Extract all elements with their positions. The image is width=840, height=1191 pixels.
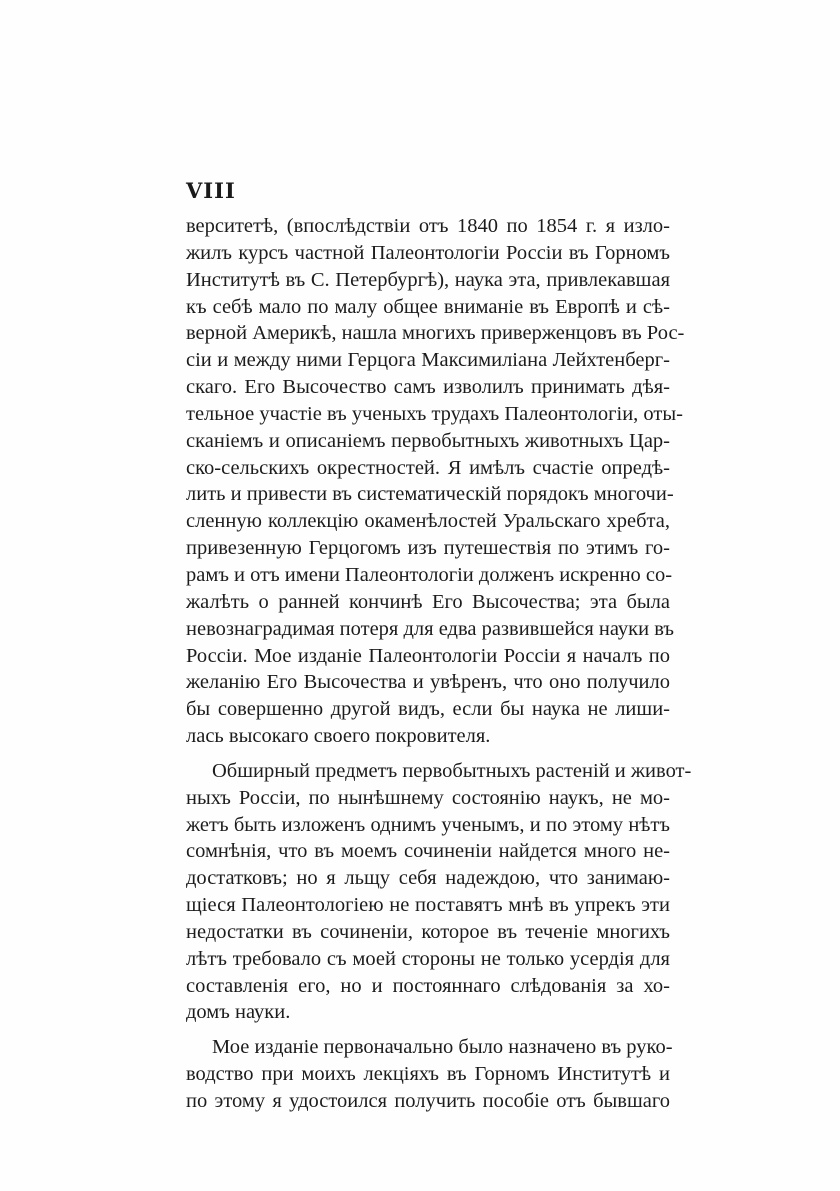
text-line: недостатки въ сочиненіи, которое въ теченіе многихъ (186, 920, 670, 943)
text-line: жалѣть о ранней кончинѣ Его Высочества; эта была (186, 590, 670, 613)
text-line: ныхъ Россіи, по нынѣшнему состоянію наукъ, не мо- (186, 786, 670, 809)
text-line: желанію Его Высочества и увѣренъ, что оно получило (186, 671, 670, 694)
text-line: верситетѣ, (впослѣдствіи отъ 1840 по 1854 г. я изло- (186, 215, 670, 237)
text-line: сіи и между ними Герцога Максимиліана Лейхтенберг- (186, 349, 670, 372)
text-line: сленную коллекцію окаменѣлостей Уральскаго хребта, (186, 510, 670, 533)
text-line: скаго. Его Высочество самъ изволилъ принимать дѣя- (186, 376, 670, 399)
text-line: жилъ курсъ частной Палеонтологіи Россіи въ Горномъ (186, 241, 670, 264)
body-text (186, 213, 692, 1115)
text-line: рамъ и отъ имени Палеонтологіи долженъ искренно со- (186, 563, 673, 586)
text-line: составленія его, но и постояннаго слѣдованія за хо- (186, 974, 670, 997)
text-line: щіеся Палеонтологіею не поставятъ мнѣ въ упрекъ эти (186, 894, 670, 917)
text-line: невознаградимая потеря для едва развившейся науки въ (186, 617, 674, 640)
paragraph (186, 213, 685, 750)
paragraph (186, 758, 692, 1026)
text-line: по этому я удостоился получить пособіе отъ бывшаго (186, 1090, 670, 1112)
text-line: бы совершенно другой видъ, если бы наука не лиши- (186, 698, 670, 721)
text-line: сканіемъ и описаніемъ первобытныхъ животныхъ Цар- (186, 429, 670, 452)
text-line: тельное участіе въ ученыхъ трудахъ Палеонтологіи, оты- (186, 402, 683, 425)
text-line: Мое изданіе первоначально было назначено въ руко- (212, 1036, 673, 1059)
text-line: Обширный предметъ первобытныхъ растеній и живот- (212, 759, 692, 782)
text-line: сомнѣнія, что въ моемъ сочиненіи найдется много не- (186, 840, 670, 863)
paragraph (186, 1034, 673, 1115)
text-line: къ себѣ мало по малу общее вниманіе въ Европѣ и сѣ- (186, 295, 670, 318)
text-line: достатковъ; но я льщу себя надеждою, что занимаю- (186, 867, 670, 890)
page-number: VIII (186, 178, 236, 203)
text-line: водство при моихъ лекціяхъ въ Горномъ Институтѣ и (186, 1063, 670, 1086)
text-line: лить и привести въ систематическій порядокъ многочи- (186, 483, 674, 506)
text-line: домъ науки. (186, 1001, 291, 1024)
text-line: лѣтъ требовало съ моей стороны не только усердія для (186, 947, 670, 970)
text-line: Россіи. Мое изданіе Палеонтологіи Россіи я началъ по (186, 644, 670, 667)
text-line: жетъ быть изложенъ однимъ ученымъ, и по этому нѣтъ (186, 813, 670, 836)
text-line: верной Америкѣ, нашла многихъ приверженцовъ въ Рос- (186, 322, 685, 345)
text-line: лась высокаго своего покровителя. (186, 725, 491, 748)
text-line: Институтѣ въ С. Петербургѣ), наука эта, привлекавшая (186, 268, 670, 291)
text-line: ско-сельскихъ окрестностей. Я имѣлъ счастіе опредѣ- (186, 456, 670, 479)
text-line: привезенную Герцогомъ изъ путешествія по этимъ го- (186, 537, 670, 560)
